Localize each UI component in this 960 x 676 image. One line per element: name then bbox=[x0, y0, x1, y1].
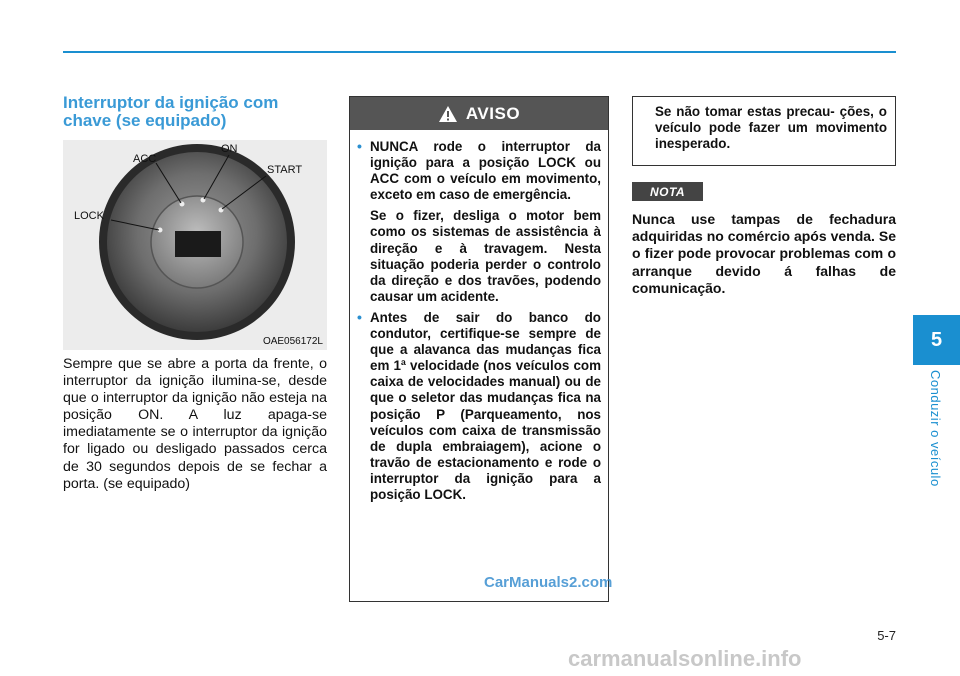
warning-triangle-icon bbox=[438, 105, 458, 123]
figure-code: OAE056172L bbox=[262, 336, 323, 347]
warning-header bbox=[350, 97, 608, 130]
ignition-switch-illustration bbox=[63, 140, 327, 350]
acc-label: ACC bbox=[133, 153, 157, 165]
on-label: ON bbox=[221, 143, 238, 155]
chapter-tab: 5 bbox=[913, 315, 960, 365]
nota-text: Nunca use tampas de fechadura adquiridas no comércio após venda. Se o fizer pode provocar problemas com o arranque devido á falhas de comunicação. bbox=[632, 211, 896, 296]
nota-badge: NOTA bbox=[632, 182, 703, 201]
warning-continuation-box bbox=[632, 96, 896, 166]
watermark-overlay: CarManuals2.com bbox=[484, 574, 613, 591]
warning-title: AVISO bbox=[465, 103, 521, 123]
watermark-footer: carmanualsonline.info bbox=[568, 646, 802, 671]
page-number: 5-7 bbox=[877, 628, 896, 643]
warning-continuation-text: Se não tomar estas precau- ções, o veículo pode fazer um movimento inesperado. bbox=[655, 104, 887, 152]
section-title: Interruptor da ignição com chave (se equipado) bbox=[63, 93, 279, 130]
chapter-title: Conduzir o veículo bbox=[928, 370, 943, 487]
ignition-switch-figure bbox=[63, 140, 327, 350]
header-rule bbox=[63, 51, 896, 53]
warning-body bbox=[350, 130, 608, 503]
body-paragraph: Sempre que se abre a porta da frente, o interruptor da ignição ilumina-se, desde que o interruptor da ignição não esteja na posição ON. A luz apaga-se imediatamente se o interruptor da ignição for ligado ou desligado passados cerca de 30 segundos depois de se fechar a porta. (se equipado) bbox=[63, 356, 327, 492]
start-label: START bbox=[267, 164, 303, 176]
warning-item: Se o fizer, desliga o motor bem como os sistemas de assistência à direção e à travagem. Nesta situação poderia perder o controlo da direção e dos travões, podendo causar um acidente. bbox=[370, 208, 601, 304]
warning-item: • NUNCA rode o interruptor da ignição para a posição LOCK ou ACC com o veículo em movimento, exceto em caso de emergência. bbox=[357, 139, 601, 203]
warning-box bbox=[349, 96, 609, 602]
lock-label: LOCK bbox=[74, 210, 104, 222]
warning-item: • Antes de sair do banco do condutor, certifique-se sempre de que a alavanca das mudanças fica em 1ª velocidade (nos veículos com caixa de velocidades manual) ou de que o seletor das mudanças fica na posição P (Parqueamento, nos veículos com caixa de transmissão de dupla embraiagem), acione o travão de estacionamento e rode o interruptor da ignição para a posição LOCK. bbox=[357, 310, 601, 503]
